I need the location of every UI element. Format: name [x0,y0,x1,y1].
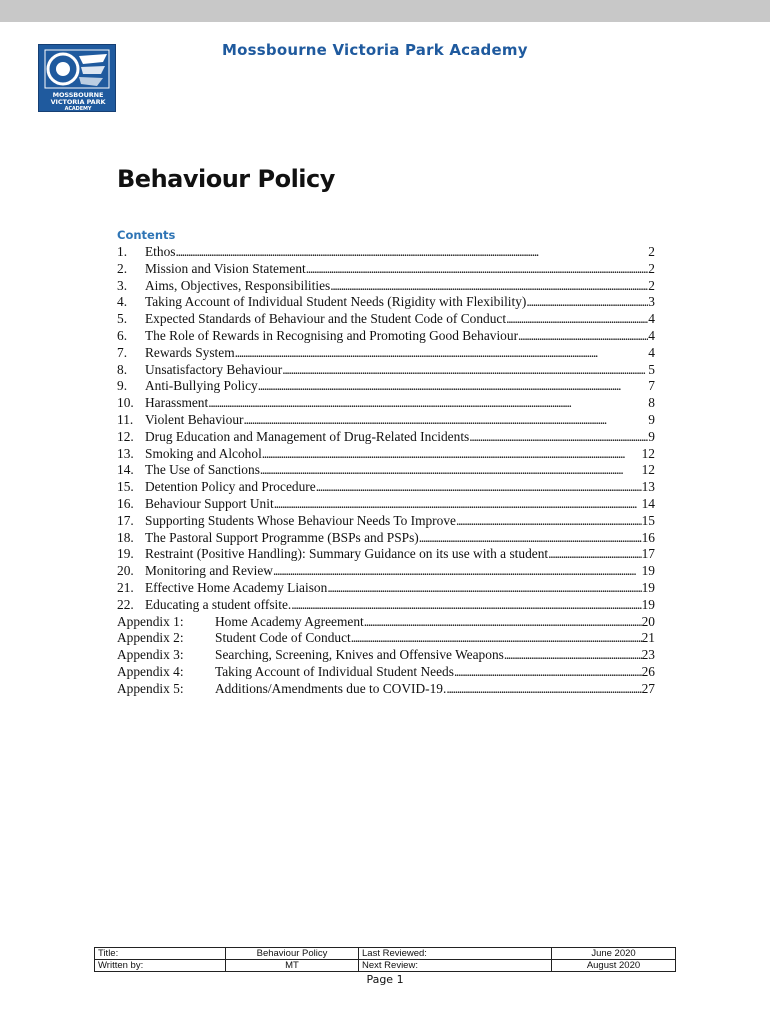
document-title: Behaviour Policy [117,165,335,193]
toc-entry-page: 5 [648,361,655,377]
toc-dot-leader [446,681,641,698]
toc-dot-leader [456,513,642,530]
toc-entry-page: 17 [641,546,655,562]
toc-entry-number: 4. [117,294,128,310]
toc-entry-text: Mission and Vision Statement [145,260,306,276]
toc-entry[interactable] [117,597,655,614]
toc-entry-page: 19 [641,579,655,595]
toc-entry-number: 10. [117,395,134,411]
toc-entry[interactable] [117,345,655,362]
toc-entry[interactable] [117,664,655,681]
toc-entry-text: Unsatisfactory Behaviour [145,361,283,377]
toc-entry-page: 4 [648,344,655,360]
toc-dot-leader [469,429,648,446]
toc-entry-number: 7. [117,344,128,360]
toc-entry-text: Student Code of Conduct [215,630,351,646]
toc-entry-page: 20 [641,613,655,629]
toc-entry-page: 3 [648,294,655,310]
toc-entry[interactable] [117,462,655,479]
toc-entry-number: 6. [117,327,128,343]
toc-entry[interactable] [117,261,655,278]
next-review-value: August 2020 [552,960,676,972]
table-row [95,960,676,972]
toc-entry-number: 8. [117,361,128,377]
toc-dot-leader [526,294,648,311]
toc-entry[interactable] [117,496,655,513]
toc-entry-page: 27 [641,680,655,696]
toc-entry-number: 15. [117,479,134,495]
toc-dot-leader [454,664,642,681]
toc-entry-text: Monitoring and Review [145,563,273,579]
toc-entry-page: 7 [648,378,655,394]
toc-entry[interactable] [117,630,655,647]
toc-dot-leader [244,412,649,429]
toc-entry-text: Smoking and Alcohol [145,445,262,461]
toc-entry-text: Expected Standards of Behaviour and the Student Code of Conduct [145,311,507,327]
toc-entry[interactable] [117,580,655,597]
toc-entry-text: Anti-Bullying Policy [145,378,258,394]
toc-entry-number: 11. [117,411,134,427]
toc-dot-leader [518,328,648,345]
toc-entry-text: Searching, Screening, Knives and Offensive Weapons [215,647,504,663]
toc-entry-text: Supporting Students Whose Behaviour Needs To Improve [145,512,456,528]
toc-entry-text: The Role of Rewards in Recognising and Promoting Good Behaviour [145,327,519,343]
logo-text-line-1: MOSSBOURNE [52,91,104,99]
toc-entry-number: 17. [117,512,134,528]
toc-entry-page: 23 [641,647,655,663]
table-row [95,948,676,960]
toc-entry[interactable] [117,530,655,547]
toc-entry[interactable] [117,446,655,463]
toc-entry-page: 8 [648,395,655,411]
toc-entry-page: 4 [648,327,655,343]
toc-entry-text: Harassment [145,395,209,411]
toc-dot-leader [327,580,641,597]
toc-dot-leader [282,362,648,379]
toc-entry-page: 21 [641,630,655,646]
toc-dot-leader [208,395,648,412]
toc-entry-number: Appendix 4: [117,663,184,679]
written-by-label: Written by: [95,960,226,972]
toc-entry[interactable] [117,681,655,698]
toc-entry-text: The Pastoral Support Programme (BSPs and PSPs) [145,529,419,545]
toc-entry[interactable] [117,429,655,446]
toc-entry-number: Appendix 1: [117,613,184,629]
table-of-contents [117,244,655,698]
toc-entry-number: 18. [117,529,134,545]
toc-entry-page: 2 [648,277,655,293]
toc-entry-number: Appendix 2: [117,630,184,646]
toc-entry[interactable] [117,395,655,412]
toc-entry-number: 2. [117,260,128,276]
toc-dot-leader [316,479,642,496]
toc-dot-leader [260,462,642,479]
toc-entry-text: Detention Policy and Procedure [145,479,316,495]
toc-entry[interactable] [117,513,655,530]
toc-entry-text: Violent Behaviour [145,411,244,427]
toc-entry-text: Rewards System [145,344,235,360]
toc-dot-leader [419,530,642,547]
logo-text-line-3: ACADEMY [64,106,92,112]
toc-entry-page: 12 [641,445,655,461]
toc-dot-leader [364,614,642,631]
toc-entry-text: Taking Account of Individual Student Needs [215,663,454,679]
toc-dot-leader [274,496,642,513]
toc-entry-number: 21. [117,579,134,595]
toc-entry-number: 1. [117,244,128,259]
written-by-value: MT [226,960,359,972]
toc-entry-number: Appendix 5: [117,680,184,696]
toc-entry-page: 19 [641,596,655,612]
toc-entry-text: Behaviour Support Unit [145,495,274,511]
toc-entry-text: The Use of Sanctions [145,462,260,478]
toc-entry-page: 13 [641,479,655,495]
toc-entry-text: Effective Home Academy Liaison [145,579,328,595]
toc-dot-leader [235,345,649,362]
toc-dot-leader [306,261,649,278]
toc-dot-leader [330,278,648,295]
logo-text-line-2: VICTORIA PARK [50,98,106,106]
toc-entry[interactable] [117,412,655,429]
toc-entry-text: Home Academy Agreement [215,613,364,629]
document-info-table [94,947,676,972]
toc-entry-page: 14 [641,495,655,511]
toc-entry[interactable] [117,647,655,664]
contents-heading: Contents [117,228,176,242]
toc-entry-number: 20. [117,563,134,579]
last-reviewed-value: June 2020 [552,948,676,960]
toc-entry-page: 9 [648,411,655,427]
page-number: Page 1 [366,973,404,986]
toc-entry-page: 2 [648,260,655,276]
toc-entry-page: 15 [641,512,655,528]
toc-entry[interactable] [117,614,655,631]
toc-entry[interactable] [117,244,655,261]
toc-entry[interactable] [117,546,655,563]
toc-entry[interactable] [117,278,655,295]
crest-icon [43,48,111,90]
toc-dot-leader [176,244,649,261]
toc-entry-number: 22. [117,596,134,612]
toc-entry-number: 13. [117,445,134,461]
toc-dot-leader [273,563,642,580]
next-review-label: Next Review: [359,960,552,972]
toc-entry-page: 26 [641,663,655,679]
toc-entry[interactable] [117,479,655,496]
toc-entry-number: 5. [117,311,128,327]
toc-entry[interactable] [117,311,655,328]
toc-entry-page: 9 [648,428,655,444]
toc-dot-leader [291,597,641,614]
viewer-top-bar [0,0,770,22]
toc-entry-text: Educating a student offsite. [145,596,292,612]
toc-entry-page: 4 [648,311,655,327]
toc-dot-leader [504,647,642,664]
toc-entry-page: 2 [648,244,655,259]
toc-dot-leader [351,630,642,647]
toc-entry-text: Additions/Amendments due to COVID-19. [215,680,447,696]
toc-dot-leader [506,311,648,328]
toc-entry[interactable] [117,378,655,395]
title-label: Title: [95,948,226,960]
toc-entry[interactable] [117,362,655,379]
toc-entry[interactable] [117,294,655,311]
school-name: Mossbourne Victoria Park Academy [222,41,528,59]
toc-dot-leader [548,546,641,563]
toc-entry-number: 16. [117,495,134,511]
toc-entry[interactable] [117,328,655,345]
toc-entry-text: Aims, Objectives, Responsibilities [145,277,331,293]
toc-entry-number: 3. [117,277,128,293]
toc-entry-text: Restraint (Positive Handling): Summary Guidance on its use with a student [145,546,549,562]
toc-dot-leader [262,446,642,463]
toc-entry-number: 14. [117,462,134,478]
toc-entry-number: 9. [117,378,128,394]
toc-entry-text: Drug Education and Management of Drug-Related Incidents [145,428,470,444]
toc-entry-text: Taking Account of Individual Student Needs (Rigidity with Flexibility) [145,294,527,310]
title-value: Behaviour Policy [226,948,359,960]
toc-entry-number: 19. [117,546,134,562]
toc-entry-page: 19 [641,563,655,579]
school-logo [38,44,116,112]
toc-entry-text: Ethos [145,244,176,259]
toc-entry[interactable] [117,563,655,580]
toc-entry-number: Appendix 3: [117,647,184,663]
toc-dot-leader [258,378,649,395]
toc-entry-number: 12. [117,428,134,444]
last-reviewed-label: Last Reviewed: [359,948,552,960]
toc-entry-page: 12 [641,462,655,478]
toc-entry-page: 16 [641,529,655,545]
